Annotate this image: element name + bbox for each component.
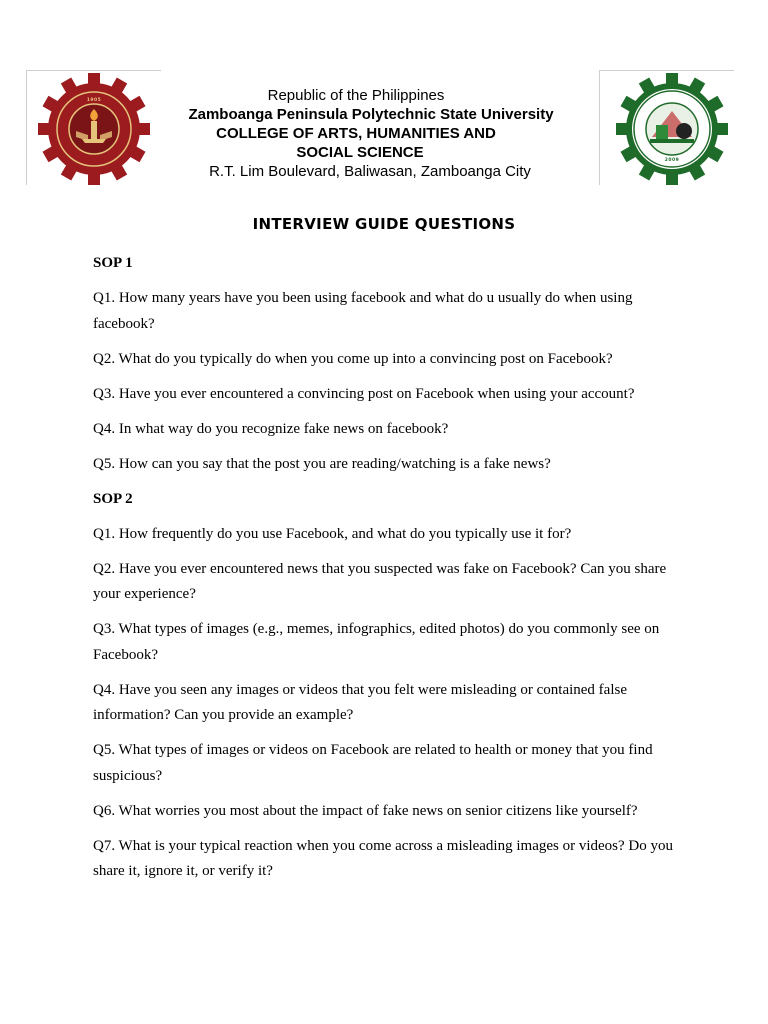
question-item: Q3. Have you ever encountered a convincing post on Facebook when using your account? xyxy=(93,385,635,402)
svg-text:1905: 1905 xyxy=(86,98,102,103)
section-heading-sop1: SOP 1 xyxy=(93,255,133,271)
question-item: Q1. How many years have you been using facebook and what do u usually do when using facebook? xyxy=(93,290,633,332)
question-item: Q3. What types of images (e.g., memes, infographics, edited photos) do you commonly see on Facebook? xyxy=(93,621,660,663)
question-item: Q4. Have you seen any images or videos that you felt were misleading or contained false information? Can you provide an example? xyxy=(93,681,628,723)
question-item: Q7. What is your typical reaction when you come across a misleading images or videos? Do you share it, ignore it, or verify it? xyxy=(93,837,673,879)
question-item: Q2. What do you typically do when you come up into a convincing post on Facebook? xyxy=(93,350,613,367)
question-list xyxy=(93,251,673,894)
university-name: Zamboanga Peninsula Polytechnic State University xyxy=(188,106,554,123)
college-name-line2: SOCIAL SCIENCE xyxy=(296,144,424,161)
question-item: Q6. What worries you most about the impact of fake news on senior citizens like yourself? xyxy=(93,802,638,819)
question-item: Q5. What types of images or videos on Facebook are related to health or money that you find suspicious? xyxy=(93,742,653,784)
page-title: INTERVIEW GUIDE QUESTIONS xyxy=(252,215,516,233)
question-item: Q5. How can you say that the post you are reading/watching is a fake news? xyxy=(93,455,551,472)
college-name-line1: COLLEGE OF ARTS, HUMANITIES AND xyxy=(216,125,496,142)
section-heading-sop2: SOP 2 xyxy=(93,490,133,507)
question-item: Q1. How frequently do you use Facebook, and what do you typically use it for? xyxy=(93,525,572,542)
university-logo xyxy=(26,70,161,185)
republic-line: Republic of the Philippines xyxy=(267,87,445,104)
college-logo xyxy=(599,70,734,185)
question-item: Q4. In what way do you recognize fake news on facebook? xyxy=(93,420,449,437)
question-item: Q2. Have you ever encountered news that you suspected was fake on Facebook? Can you share your experience? xyxy=(93,560,667,602)
university-seal-icon xyxy=(33,73,155,185)
address-line: R.T. Lim Boulevard, Baliwasan, Zamboanga City xyxy=(209,163,531,180)
college-seal-icon xyxy=(606,73,730,185)
svg-text:2009: 2009 xyxy=(664,158,680,163)
